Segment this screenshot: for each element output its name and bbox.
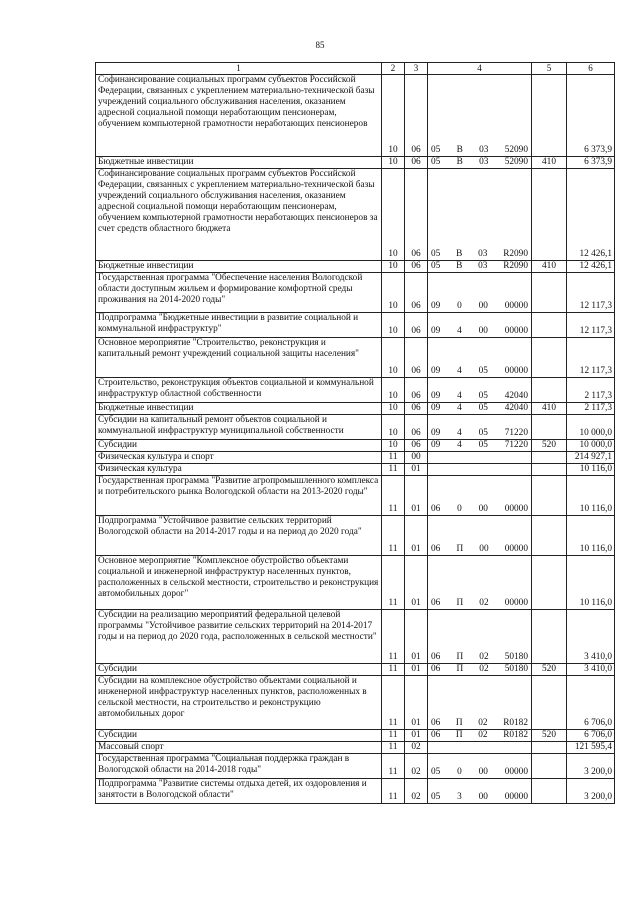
row-amount: 10 116,0 <box>567 516 615 556</box>
row-name: Государственная программа "Обеспечение населения Вологодской области доступным жильем и формирование комфортной среды проживания на 2014-2020 годы" <box>96 273 382 313</box>
target-article-part: 00000 <box>504 792 528 802</box>
row-target-article <box>428 476 532 516</box>
row-amount: 12 426,1 <box>567 261 615 273</box>
row-subsection: 06 <box>405 261 428 273</box>
target-article-part: 4 <box>457 403 462 413</box>
target-article-part: R2090 <box>503 261 528 271</box>
target-article-part: 05 <box>478 391 488 401</box>
target-article-part: 03 <box>479 157 489 167</box>
target-article-part: 00000 <box>504 598 528 608</box>
target-article-part: П <box>455 730 463 740</box>
row-expense-type <box>532 415 567 440</box>
table-row <box>96 378 615 403</box>
target-article-part: 00000 <box>504 504 528 514</box>
target-article-part: 00000 <box>504 326 528 336</box>
row-amount: 2 117,3 <box>567 378 615 403</box>
row-expense-type <box>532 378 567 403</box>
target-article-part: 50180 <box>504 652 528 662</box>
row-amount: 3 410,0 <box>567 610 615 664</box>
target-article-part: 05 <box>431 767 441 777</box>
row-expense-type <box>532 338 567 378</box>
target-article-part: 00000 <box>504 544 528 554</box>
table-row <box>96 75 615 157</box>
column-header-expense-type: 5 <box>532 63 567 75</box>
target-article-part: 52090 <box>504 157 528 167</box>
row-name: Государственная программа "Социальная поддержка граждан в Вологодской области на 2014-2018 годы" <box>96 754 382 779</box>
table-row <box>96 664 615 676</box>
row-target-article <box>428 464 532 476</box>
row-amount: 10 116,0 <box>567 476 615 516</box>
row-name: Бюджетные инвестиции <box>96 403 382 415</box>
row-subsection: 06 <box>405 157 428 169</box>
target-article-part: 06 <box>431 544 441 554</box>
column-header-amount: 6 <box>567 63 615 75</box>
table-row <box>96 754 615 779</box>
row-expense-type: 520 <box>532 440 567 452</box>
target-article-part: 71220 <box>504 440 528 450</box>
row-subsection: 06 <box>405 378 428 403</box>
row-name: Бюджетные инвестиции <box>96 157 382 169</box>
row-expense-type <box>532 273 567 313</box>
row-section: 10 <box>382 157 405 169</box>
target-article-part: 3 <box>457 792 462 802</box>
row-subsection: 01 <box>405 464 428 476</box>
row-section: 11 <box>382 754 405 779</box>
target-article-part: 4 <box>457 391 462 401</box>
row-target-article <box>428 610 532 664</box>
target-article-part: П <box>455 718 463 728</box>
target-article-part: 05 <box>478 366 488 376</box>
target-article-part: 06 <box>431 730 441 740</box>
table-header-row <box>96 63 615 75</box>
row-section: 10 <box>382 273 405 313</box>
row-section: 10 <box>382 415 405 440</box>
target-article-part: 06 <box>431 652 441 662</box>
target-article-part: 06 <box>431 718 441 728</box>
row-target-article <box>428 313 532 338</box>
target-article-part: 02 <box>478 730 488 740</box>
target-article-part: 06 <box>431 598 441 608</box>
row-subsection: 06 <box>405 415 428 440</box>
target-article-part: 09 <box>431 391 441 401</box>
target-article-part: 09 <box>431 403 441 413</box>
target-article-part: В <box>456 157 463 167</box>
target-article-part: 4 <box>457 428 462 438</box>
row-target-article <box>428 452 532 464</box>
target-article-part: 09 <box>431 326 441 336</box>
table-row <box>96 452 615 464</box>
table-row <box>96 440 615 452</box>
row-amount: 3 200,0 <box>567 779 615 804</box>
column-header-target-article: 4 <box>428 63 532 75</box>
target-article-part: 00 <box>479 544 489 554</box>
row-amount: 12 117,3 <box>567 313 615 338</box>
row-expense-type <box>532 676 567 730</box>
target-article-part: 05 <box>431 249 441 259</box>
row-section: 11 <box>382 779 405 804</box>
target-article-part: П <box>456 598 464 608</box>
row-amount: 6 706,0 <box>567 730 615 742</box>
row-name: Софинансирование социальных программ субъектов Российской Федерации, связанных с укреплением материально-технической базы учреждений социального обслуживания населения, оказанием адресной социальной помощи неработающим пенсионерам, обучением компьютерной грамотности неработающих пенсионеров <box>96 75 382 157</box>
target-article-part: П <box>456 664 464 674</box>
row-name: Субсидии <box>96 440 382 452</box>
table-row <box>96 476 615 516</box>
row-section: 10 <box>382 378 405 403</box>
table-row <box>96 313 615 338</box>
target-article-part: 4 <box>457 366 462 376</box>
row-name: Бюджетные инвестиции <box>96 261 382 273</box>
target-article-part: 0 <box>457 767 462 777</box>
row-target-article <box>428 779 532 804</box>
row-expense-type: 520 <box>532 730 567 742</box>
row-amount: 10 116,0 <box>567 556 615 610</box>
row-amount: 3 200,0 <box>567 754 615 779</box>
target-article-part: 02 <box>479 652 489 662</box>
row-name: Основное мероприятие "Комплексное обустройство объектами социальной и инженерной инфраструктур населенных пунктов, расположенных в сельской местности, строительство и реконструкция автомобильных дорог" <box>96 556 382 610</box>
row-amount: 121 595,4 <box>567 742 615 754</box>
row-expense-type <box>532 75 567 157</box>
row-subsection: 01 <box>405 730 428 742</box>
row-amount: 3 410,0 <box>567 664 615 676</box>
target-article-part: 00 <box>478 326 488 336</box>
target-article-part: 00 <box>478 792 488 802</box>
target-article-part: R0182 <box>503 730 528 740</box>
target-article-part: В <box>456 145 463 155</box>
table-row <box>96 157 615 169</box>
table-row <box>96 403 615 415</box>
row-target-article <box>428 516 532 556</box>
row-expense-type: 410 <box>532 261 567 273</box>
row-section: 11 <box>382 664 405 676</box>
row-target-article <box>428 742 532 754</box>
target-article-part: 09 <box>431 366 441 376</box>
target-article-part: R0182 <box>503 718 528 728</box>
row-amount: 12 426,1 <box>567 169 615 261</box>
table-row <box>96 516 615 556</box>
row-subsection: 02 <box>405 742 428 754</box>
row-amount: 12 117,3 <box>567 338 615 378</box>
target-article-part: 03 <box>479 145 489 155</box>
row-subsection: 06 <box>405 313 428 338</box>
row-name: Физическая культура <box>96 464 382 476</box>
row-target-article <box>428 556 532 610</box>
row-amount: 10 000,0 <box>567 415 615 440</box>
target-article-part: 05 <box>478 440 488 450</box>
target-article-part: 00 <box>478 767 488 777</box>
row-target-article <box>428 273 532 313</box>
row-name: Основное мероприятие "Строительство, реконструкция и капитальный ремонт учреждений социальной защиты населения" <box>96 338 382 378</box>
row-subsection: 02 <box>405 754 428 779</box>
row-subsection: 02 <box>405 779 428 804</box>
target-article-part: 42040 <box>504 403 528 413</box>
target-article-part: 05 <box>431 261 441 271</box>
target-article-part: 05 <box>431 157 441 167</box>
row-expense-type: 410 <box>532 157 567 169</box>
row-name: Подпрограмма "Устойчивое развитие сельских территорий Вологодской области на 2014-2017 годы и на период до 2020 года" <box>96 516 382 556</box>
row-expense-type <box>532 452 567 464</box>
target-article-part: 03 <box>478 249 488 259</box>
row-section: 11 <box>382 556 405 610</box>
row-name: Софинансирование социальных программ субъектов Российской Федерации, связанных с укреплением материально-технической базы учреждений социального обслуживания населения, оказанием адресной социальной помощи неработающим пенсионерам, обучением компьютерной грамотности неработающих пенсионеров за счет средств областного бюджета <box>96 169 382 261</box>
table-row <box>96 730 615 742</box>
row-target-article <box>428 730 532 742</box>
row-amount: 6 373,9 <box>567 157 615 169</box>
row-expense-type <box>532 754 567 779</box>
row-subsection: 01 <box>405 664 428 676</box>
target-article-part: 00000 <box>504 767 528 777</box>
row-section: 10 <box>382 313 405 338</box>
row-section: 11 <box>382 452 405 464</box>
row-expense-type <box>532 779 567 804</box>
row-name: Субсидии на реализацию мероприятий федеральной целевой программы "Устойчивое развитие сельских территорий на 2014-2017 годы и на период до 2020 года, расположенных в сельской местности" <box>96 610 382 664</box>
row-target-article <box>428 378 532 403</box>
row-section: 11 <box>382 676 405 730</box>
row-target-article <box>428 440 532 452</box>
row-subsection: 06 <box>405 403 428 415</box>
target-article-part: 71220 <box>504 428 528 438</box>
budget-table <box>95 62 615 804</box>
row-target-article <box>428 754 532 779</box>
row-amount: 10 116,0 <box>567 464 615 476</box>
target-article-part: 42040 <box>504 391 528 401</box>
row-subsection: 06 <box>405 440 428 452</box>
row-subsection: 01 <box>405 676 428 730</box>
target-article-part: В <box>456 249 463 259</box>
row-subsection: 01 <box>405 610 428 664</box>
row-name: Подпрограмма "Развитие системы отдыха детей, их оздоровления и занятости в Вологодской области" <box>96 779 382 804</box>
target-article-part: 00000 <box>504 366 528 376</box>
row-subsection: 01 <box>405 516 428 556</box>
row-target-article <box>428 664 532 676</box>
row-amount: 12 117,3 <box>567 273 615 313</box>
row-expense-type: 520 <box>532 664 567 676</box>
target-article-part: 03 <box>478 261 488 271</box>
target-article-part: 00 <box>478 301 488 311</box>
row-section: 11 <box>382 742 405 754</box>
row-amount: 214 927,1 <box>567 452 615 464</box>
table-row <box>96 676 615 730</box>
table-row <box>96 169 615 261</box>
row-subsection: 06 <box>405 169 428 261</box>
target-article-part: 09 <box>431 440 441 450</box>
row-subsection: 06 <box>405 75 428 157</box>
target-article-part: 05 <box>478 428 488 438</box>
table-row <box>96 464 615 476</box>
row-subsection: 01 <box>405 556 428 610</box>
row-name: Субсидии на капитальный ремонт объектов социальной и коммунальной инфраструктур муниципальной собственности <box>96 415 382 440</box>
table-row <box>96 261 615 273</box>
column-header-name: 1 <box>96 63 382 75</box>
target-article-part: П <box>456 652 464 662</box>
row-target-article <box>428 169 532 261</box>
row-section: 10 <box>382 75 405 157</box>
row-target-article <box>428 261 532 273</box>
row-subsection: 06 <box>405 338 428 378</box>
row-expense-type <box>532 313 567 338</box>
row-amount: 10 000,0 <box>567 440 615 452</box>
table-row <box>96 415 615 440</box>
row-expense-type <box>532 556 567 610</box>
row-name: Массовый спорт <box>96 742 382 754</box>
target-article-part: 0 <box>457 301 462 311</box>
row-section: 10 <box>382 338 405 378</box>
row-name: Субсидии на комплексное обустройство объектами социальной и инженерной инфраструктур населенных пунктов, расположенных в сельской местности, на строительство и реконструкцию автомобильных дорог <box>96 676 382 730</box>
row-target-article <box>428 676 532 730</box>
row-expense-type <box>532 464 567 476</box>
row-section: 11 <box>382 730 405 742</box>
target-article-part: 0 <box>457 504 462 514</box>
row-section: 10 <box>382 169 405 261</box>
table-row <box>96 742 615 754</box>
target-article-part: В <box>456 261 463 271</box>
row-section: 10 <box>382 261 405 273</box>
target-article-part: 09 <box>431 301 441 311</box>
target-article-part: 05 <box>478 403 488 413</box>
table-row <box>96 273 615 313</box>
row-target-article <box>428 403 532 415</box>
target-article-part: 00000 <box>504 301 528 311</box>
table-row <box>96 779 615 804</box>
row-expense-type <box>532 516 567 556</box>
target-article-part: 52090 <box>504 145 528 155</box>
target-article-part: 4 <box>457 326 462 336</box>
row-expense-type <box>532 610 567 664</box>
row-amount: 2 117,3 <box>567 403 615 415</box>
target-article-part: П <box>456 544 464 554</box>
row-subsection: 01 <box>405 476 428 516</box>
target-article-part: 09 <box>431 428 441 438</box>
row-expense-type: 410 <box>532 403 567 415</box>
target-article-part: 00 <box>478 504 488 514</box>
row-subsection: 00 <box>405 452 428 464</box>
row-name: Субсидии <box>96 664 382 676</box>
row-expense-type <box>532 169 567 261</box>
row-name: Подпрограмма "Бюджетные инвестиции в развитие социальной и коммунальной инфраструктур" <box>96 313 382 338</box>
page-number: 85 <box>315 40 325 50</box>
target-article-part: 02 <box>479 664 489 674</box>
column-header-section: 2 <box>382 63 405 75</box>
target-article-part: 02 <box>478 718 488 728</box>
row-section: 11 <box>382 610 405 664</box>
row-target-article <box>428 75 532 157</box>
row-name: Государственная программа "Развитие агропромышленного комплекса и потребительского рынка Вологодской области на 2013-2020 годы" <box>96 476 382 516</box>
row-expense-type <box>532 742 567 754</box>
row-name: Субсидии <box>96 730 382 742</box>
row-section: 10 <box>382 440 405 452</box>
row-name: Строительство, реконструкция объектов социальной и коммунальной инфраструктур областной собственности <box>96 378 382 403</box>
target-article-part: 05 <box>431 145 441 155</box>
target-article-part: 50180 <box>504 664 528 674</box>
row-section: 11 <box>382 476 405 516</box>
target-article-part: 06 <box>431 664 441 674</box>
row-section: 11 <box>382 464 405 476</box>
row-expense-type <box>532 476 567 516</box>
target-article-part: 05 <box>431 792 441 802</box>
target-article-part: 06 <box>431 504 441 514</box>
target-article-part: R2090 <box>503 249 528 259</box>
row-target-article <box>428 338 532 378</box>
target-article-part: 02 <box>479 598 489 608</box>
row-section: 10 <box>382 403 405 415</box>
table-row <box>96 610 615 664</box>
row-target-article <box>428 157 532 169</box>
row-name: Физическая культура и спорт <box>96 452 382 464</box>
target-article-part: 4 <box>457 440 462 450</box>
row-amount: 6 373,9 <box>567 75 615 157</box>
column-header-subsection: 3 <box>405 63 428 75</box>
row-amount: 6 706,0 <box>567 676 615 730</box>
row-section: 11 <box>382 516 405 556</box>
table-row <box>96 556 615 610</box>
row-subsection: 06 <box>405 273 428 313</box>
row-target-article <box>428 415 532 440</box>
table-row <box>96 338 615 378</box>
